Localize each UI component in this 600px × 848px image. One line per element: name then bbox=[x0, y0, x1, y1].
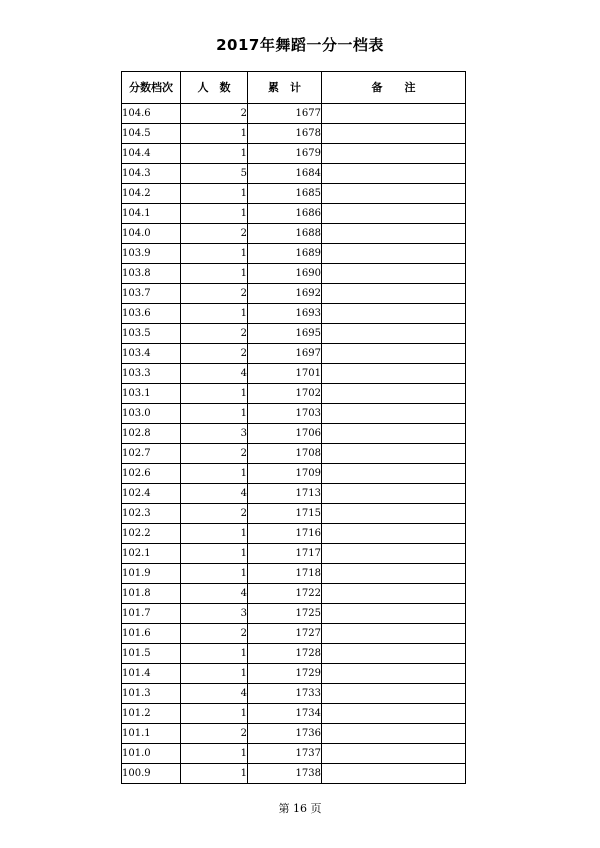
score-cell: 103.5 bbox=[122, 324, 181, 344]
count-cell: 1 bbox=[181, 644, 248, 664]
header-note: 备 注 bbox=[322, 72, 466, 104]
cumulative-cell: 1692 bbox=[248, 284, 322, 304]
score-cell: 103.0 bbox=[122, 404, 181, 424]
count-cell: 1 bbox=[181, 204, 248, 224]
table-row bbox=[122, 224, 466, 244]
note-cell bbox=[322, 344, 466, 364]
table-row bbox=[122, 544, 466, 564]
note-cell bbox=[322, 244, 466, 264]
table-row bbox=[122, 724, 466, 744]
count-cell: 1 bbox=[181, 544, 248, 564]
score-cell: 104.1 bbox=[122, 204, 181, 224]
score-cell: 102.4 bbox=[122, 484, 181, 504]
note-cell bbox=[322, 604, 466, 624]
table-row bbox=[122, 104, 466, 124]
table-row bbox=[122, 124, 466, 144]
table-row bbox=[122, 144, 466, 164]
score-cell: 102.6 bbox=[122, 464, 181, 484]
count-cell: 1 bbox=[181, 564, 248, 584]
score-cell: 102.2 bbox=[122, 524, 181, 544]
note-cell bbox=[322, 524, 466, 544]
note-cell bbox=[322, 204, 466, 224]
note-cell bbox=[322, 464, 466, 484]
note-cell bbox=[322, 484, 466, 504]
note-cell bbox=[322, 104, 466, 124]
note-cell bbox=[322, 684, 466, 704]
cumulative-cell: 1688 bbox=[248, 224, 322, 244]
count-cell: 5 bbox=[181, 164, 248, 184]
cumulative-cell: 1715 bbox=[248, 504, 322, 524]
count-cell: 1 bbox=[181, 244, 248, 264]
note-cell bbox=[322, 444, 466, 464]
score-cell: 103.1 bbox=[122, 384, 181, 404]
count-cell: 1 bbox=[181, 524, 248, 544]
cumulative-cell: 1717 bbox=[248, 544, 322, 564]
note-cell bbox=[322, 164, 466, 184]
table-row bbox=[122, 304, 466, 324]
score-cell: 101.9 bbox=[122, 564, 181, 584]
cumulative-cell: 1729 bbox=[248, 664, 322, 684]
table-row bbox=[122, 684, 466, 704]
table-row bbox=[122, 644, 466, 664]
page-number: 第 16 页 bbox=[278, 802, 322, 815]
score-cell: 104.5 bbox=[122, 124, 181, 144]
table-row bbox=[122, 264, 466, 284]
count-cell: 1 bbox=[181, 704, 248, 724]
table-row bbox=[122, 284, 466, 304]
score-cell: 102.8 bbox=[122, 424, 181, 444]
count-cell: 2 bbox=[181, 504, 248, 524]
table-row bbox=[122, 184, 466, 204]
score-cell: 102.7 bbox=[122, 444, 181, 464]
note-cell bbox=[322, 124, 466, 144]
score-cell: 104.4 bbox=[122, 144, 181, 164]
note-cell bbox=[322, 284, 466, 304]
table-row bbox=[122, 624, 466, 644]
cumulative-cell: 1734 bbox=[248, 704, 322, 724]
count-cell: 1 bbox=[181, 384, 248, 404]
score-cell: 101.8 bbox=[122, 584, 181, 604]
cumulative-cell: 1718 bbox=[248, 564, 322, 584]
score-cell: 101.5 bbox=[122, 644, 181, 664]
count-cell: 1 bbox=[181, 304, 248, 324]
cumulative-cell: 1725 bbox=[248, 604, 322, 624]
score-cell: 101.7 bbox=[122, 604, 181, 624]
cumulative-cell: 1728 bbox=[248, 644, 322, 664]
count-cell: 1 bbox=[181, 124, 248, 144]
score-cell: 104.2 bbox=[122, 184, 181, 204]
table-row bbox=[122, 584, 466, 604]
note-cell bbox=[322, 384, 466, 404]
score-cell: 104.0 bbox=[122, 224, 181, 244]
count-cell: 1 bbox=[181, 264, 248, 284]
note-cell bbox=[322, 544, 466, 564]
score-cell: 101.3 bbox=[122, 684, 181, 704]
count-cell: 1 bbox=[181, 184, 248, 204]
table-row bbox=[122, 424, 466, 444]
table-row bbox=[122, 484, 466, 504]
note-cell bbox=[322, 264, 466, 284]
score-cell: 101.4 bbox=[122, 664, 181, 684]
cumulative-cell: 1684 bbox=[248, 164, 322, 184]
table-row bbox=[122, 664, 466, 684]
count-cell: 1 bbox=[181, 764, 248, 784]
header-count: 人 数 bbox=[181, 72, 248, 104]
count-cell: 1 bbox=[181, 144, 248, 164]
note-cell bbox=[322, 404, 466, 424]
header-score: 分数档次 bbox=[122, 72, 181, 104]
note-cell bbox=[322, 564, 466, 584]
count-cell: 4 bbox=[181, 584, 248, 604]
note-cell bbox=[322, 724, 466, 744]
note-cell bbox=[322, 664, 466, 684]
count-cell: 2 bbox=[181, 284, 248, 304]
cumulative-cell: 1716 bbox=[248, 524, 322, 544]
table-body bbox=[122, 104, 466, 784]
table-row bbox=[122, 444, 466, 464]
cumulative-cell: 1679 bbox=[248, 144, 322, 164]
table-row bbox=[122, 604, 466, 624]
score-cell: 103.3 bbox=[122, 364, 181, 384]
cumulative-cell: 1703 bbox=[248, 404, 322, 424]
note-cell bbox=[322, 504, 466, 524]
count-cell: 2 bbox=[181, 104, 248, 124]
table-row bbox=[122, 324, 466, 344]
cumulative-cell: 1708 bbox=[248, 444, 322, 464]
table-row bbox=[122, 464, 466, 484]
cumulative-cell: 1678 bbox=[248, 124, 322, 144]
score-cell: 101.6 bbox=[122, 624, 181, 644]
count-cell: 1 bbox=[181, 744, 248, 764]
table-row bbox=[122, 244, 466, 264]
cumulative-cell: 1727 bbox=[248, 624, 322, 644]
cumulative-cell: 1733 bbox=[248, 684, 322, 704]
score-cell: 102.1 bbox=[122, 544, 181, 564]
score-cell: 103.6 bbox=[122, 304, 181, 324]
cumulative-cell: 1722 bbox=[248, 584, 322, 604]
note-cell bbox=[322, 324, 466, 344]
note-cell bbox=[322, 224, 466, 244]
score-cell: 103.7 bbox=[122, 284, 181, 304]
count-cell: 2 bbox=[181, 624, 248, 644]
table-row bbox=[122, 384, 466, 404]
table-row bbox=[122, 364, 466, 384]
cumulative-cell: 1693 bbox=[248, 304, 322, 324]
table-row bbox=[122, 164, 466, 184]
cumulative-cell: 1738 bbox=[248, 764, 322, 784]
count-cell: 4 bbox=[181, 484, 248, 504]
count-cell: 3 bbox=[181, 424, 248, 444]
table-row bbox=[122, 204, 466, 224]
cumulative-cell: 1737 bbox=[248, 744, 322, 764]
count-cell: 4 bbox=[181, 684, 248, 704]
table-row bbox=[122, 504, 466, 524]
note-cell bbox=[322, 424, 466, 444]
table-row bbox=[122, 404, 466, 424]
cumulative-cell: 1690 bbox=[248, 264, 322, 284]
page-title: 2017年舞蹈一分一档表 bbox=[216, 36, 384, 54]
table-row bbox=[122, 524, 466, 544]
note-cell bbox=[322, 704, 466, 724]
score-cell: 101.1 bbox=[122, 724, 181, 744]
cumulative-cell: 1713 bbox=[248, 484, 322, 504]
count-cell: 1 bbox=[181, 404, 248, 424]
note-cell bbox=[322, 184, 466, 204]
score-cell: 103.9 bbox=[122, 244, 181, 264]
count-cell: 1 bbox=[181, 464, 248, 484]
table-row bbox=[122, 764, 466, 784]
score-cell: 102.3 bbox=[122, 504, 181, 524]
note-cell bbox=[322, 364, 466, 384]
cumulative-cell: 1695 bbox=[248, 324, 322, 344]
note-cell bbox=[322, 744, 466, 764]
note-cell bbox=[322, 304, 466, 324]
score-cell: 103.8 bbox=[122, 264, 181, 284]
count-cell: 2 bbox=[181, 224, 248, 244]
table-row bbox=[122, 744, 466, 764]
score-cell: 104.3 bbox=[122, 164, 181, 184]
count-cell: 3 bbox=[181, 604, 248, 624]
score-cell: 100.9 bbox=[122, 764, 181, 784]
score-distribution-table bbox=[121, 71, 466, 784]
cumulative-cell: 1736 bbox=[248, 724, 322, 744]
cumulative-cell: 1701 bbox=[248, 364, 322, 384]
score-cell: 101.0 bbox=[122, 744, 181, 764]
cumulative-cell: 1689 bbox=[248, 244, 322, 264]
cumulative-cell: 1709 bbox=[248, 464, 322, 484]
note-cell bbox=[322, 144, 466, 164]
cumulative-cell: 1697 bbox=[248, 344, 322, 364]
cumulative-cell: 1677 bbox=[248, 104, 322, 124]
count-cell: 4 bbox=[181, 364, 248, 384]
count-cell: 1 bbox=[181, 664, 248, 684]
score-cell: 101.2 bbox=[122, 704, 181, 724]
score-cell: 103.4 bbox=[122, 344, 181, 364]
header-cumulative: 累 计 bbox=[248, 72, 322, 104]
count-cell: 2 bbox=[181, 324, 248, 344]
count-cell: 2 bbox=[181, 724, 248, 744]
count-cell: 2 bbox=[181, 344, 248, 364]
cumulative-cell: 1685 bbox=[248, 184, 322, 204]
note-cell bbox=[322, 584, 466, 604]
count-cell: 2 bbox=[181, 444, 248, 464]
table-header-row bbox=[122, 72, 466, 104]
table-row bbox=[122, 704, 466, 724]
note-cell bbox=[322, 644, 466, 664]
note-cell bbox=[322, 624, 466, 644]
table-row bbox=[122, 344, 466, 364]
cumulative-cell: 1702 bbox=[248, 384, 322, 404]
cumulative-cell: 1686 bbox=[248, 204, 322, 224]
note-cell bbox=[322, 764, 466, 784]
cumulative-cell: 1706 bbox=[248, 424, 322, 444]
table-row bbox=[122, 564, 466, 584]
score-cell: 104.6 bbox=[122, 104, 181, 124]
